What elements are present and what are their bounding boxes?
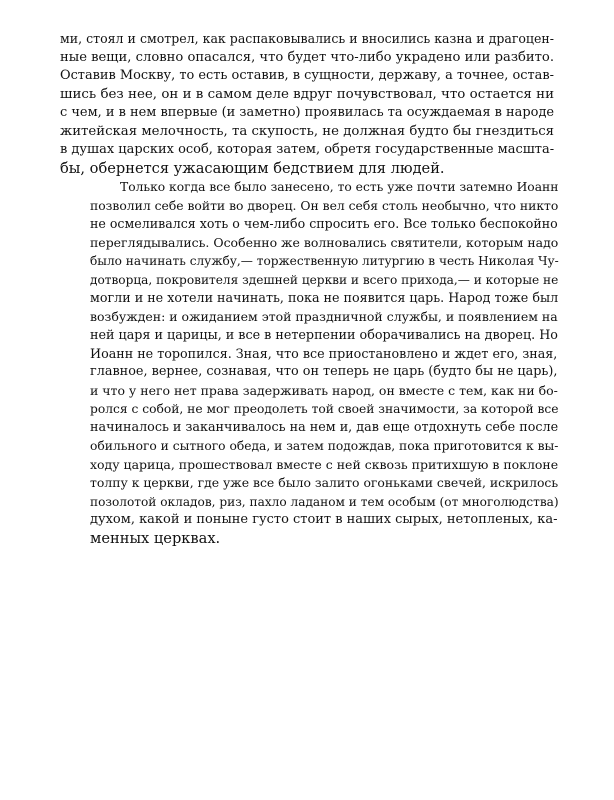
paragraph-1 xyxy=(60,30,554,178)
text-line: Только когда все было занесено, то есть уже почти затемно Иоанн xyxy=(120,180,559,194)
text-line: обильного и сытного обеда, и затем подождав, пока приготовится к вы- xyxy=(90,439,559,453)
text-line: бы, обернется ужасающим бедствием для людей. xyxy=(60,159,445,177)
text-line: Оставив Москву, то есть оставив, в сущности, державу, а точнее, остав- xyxy=(60,68,554,83)
text-line: позолотой окладов, риз, пахло ладаном и тем особым (от многолюдства) xyxy=(90,494,559,509)
document-page xyxy=(60,30,559,548)
text-line: ные вещи, словно опасался, что будет что-либо украдено или разбито. xyxy=(60,49,554,65)
text-line: толпу к церкви, где уже все было залито огоньками свечей, искрилось xyxy=(90,475,559,490)
text-line: в душах царских особ, которая затем, обретя государственные масшта- xyxy=(60,142,555,157)
text-line: не осмеливался хоть о чем-либо спросить его. Все только беспокойно xyxy=(90,216,558,231)
text-line: было начинать службу,— торжественную литургию в честь Николая Чу- xyxy=(90,254,559,268)
text-line: духом, какой и поныне густо стоит в наших сырых, нетопленых, ка- xyxy=(90,512,558,527)
text-line: Иоанн не торопился. Зная, что все приостановлено и ждет его, зная, xyxy=(90,345,558,361)
text-line: могли и не хотели начинать, пока не появится царь. Народ тоже был xyxy=(90,290,559,305)
text-line: менных церквах. xyxy=(90,529,221,547)
text-line: главное, вернее, сознавая, что он теперь не царь (будто бы не царь), xyxy=(90,364,558,379)
text-line: начиналось и заканчивалось на нем и, дав еще отдохнуть себе после xyxy=(90,419,559,435)
text-line: ролся с собой, не мог преодолеть той своей значимости, за которой все xyxy=(90,402,559,416)
text-line: и что у него нет права задерживать народ, он вместе с тем, как ни бо- xyxy=(90,382,558,398)
text-line: дотворца, покровителя здешней церкви и всего прихода,— и которые не xyxy=(90,272,559,287)
text-line: ходу царица, прошествовал вместе с ней сквозь притихшую в поклоне xyxy=(90,456,559,472)
text-line: житейская мелочность, та скупость, не должная будто бы гнездиться xyxy=(60,123,554,139)
text-line: позволил себе войти во дворец. Он вел себя столь необычно, что никто xyxy=(90,198,559,213)
text-line: с чем, и в нем впервые (и заметно) проявилась та осуждаемая в народе xyxy=(60,105,555,120)
text-line: ней царя и царицы, и все в нетерпении оборачивались на дворец. Но xyxy=(90,327,558,342)
text-line: возбужден: и ожиданием этой праздничной службы, и появлением на xyxy=(90,308,558,324)
paragraph-2 xyxy=(60,178,559,548)
text-line: шись без нее, он и в самом деле вдруг почувствовал, что остается ни xyxy=(60,86,554,102)
text-line: ми, стоял и смотрел, как распаковывались и вносились казна и драгоцен- xyxy=(60,31,554,46)
text-line: переглядывались. Особенно же волновались святители, которым надо xyxy=(90,234,559,250)
